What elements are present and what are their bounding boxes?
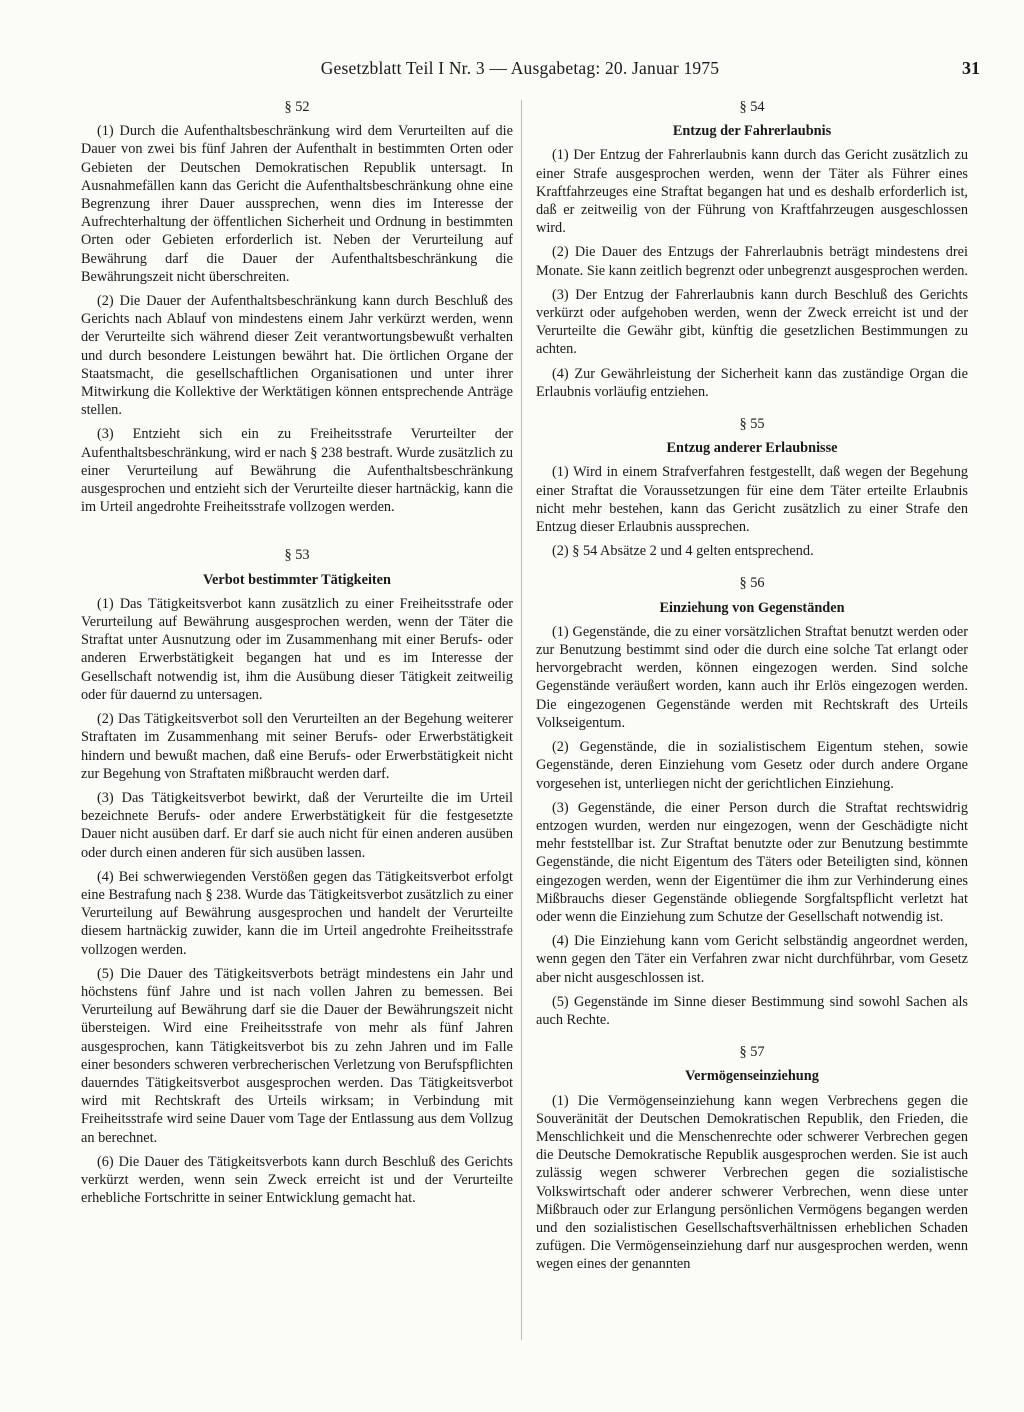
paragraph: (2) Die Dauer des Entzugs der Fahrerlaubnis beträgt mindestens drei Monate. Sie kann zeitlich begrenzt oder unbegrenzt ausgesprochen werden. (536, 244, 968, 279)
section-57 (536, 1043, 968, 1273)
section-title: Entzug der Fahrerlaubnis (672, 123, 832, 140)
column-divider (521, 100, 522, 1340)
section-54 (536, 98, 968, 401)
paragraph: (1) Gegenstände, die zu einer vorsätzlichen Straftat benutzt werden oder zur Benutzung bestimmt sind oder die durch eine solche Tat erlangt oder hervorgebracht werden, können eingezogen werden. Sind solche Gegenstände veräußert worden, kann auch ihr Erlös eingezogen werden. Die eingezogenen Gegenstände werden mit Rechtskraft des Urteils Volkseigentum. (536, 623, 968, 731)
paragraph: (2) Gegenstände, die in sozialistischem Eigentum stehen, sowie Gegenstände, deren Einziehung vom Gesetz oder durch andere Organe vorgesehen ist, unterliegen nicht der gerichtlichen Einziehung. (536, 739, 968, 792)
paragraph: (3) Der Entzug der Fahrerlaubnis kann durch Beschluß des Gerichts verkürzt oder aufgehoben werden, wenn der Zweck erreicht ist und der Verurteilte die Gewähr gibt, künftig die gesetzlichen Bestimmungen zu achten. (536, 286, 968, 358)
paragraph: (3) Gegenstände, die einer Person durch die Straftat rechtswidrig entzogen wurden, werden nur eingezogen, wenn der Geschädigte nicht mehr feststellbar ist. Zur Straftat benutzte oder zur Benutzung bestimmte Gegenstände, die nicht Eigentum des Täters oder Beteiligten sind, können eingezogen werden, wenn der Eigentümer die ihm zur Verhinderung eines Mißbrauchs dieser Gegenstände obliegende Sorgfaltspflicht verletzt hat oder wenn die Einziehung zum Schutze der Gesellschaft notwendig ist. (536, 799, 968, 925)
page-number: 31 (962, 58, 980, 78)
left-column (81, 98, 513, 1221)
section-number: § 55 (739, 416, 765, 433)
paragraph: (2) § 54 Absätze 2 und 4 gelten entsprechend. (552, 543, 814, 560)
section-number: § 54 (739, 99, 765, 115)
section-52 (81, 98, 513, 516)
page-header (60, 58, 980, 84)
right-column (536, 98, 968, 1288)
paragraph: (1) Das Tätigkeitsverbot kann zusätzlich zu einer Freiheitsstrafe oder Verurteilung auf Bewährung ausgesprochen werden, wenn der Täter die Straftat unter Ausnutzung oder im Zusammenhang mit einer Berufs- oder anderen Erwerbstätigkeit begangen hat und es im Interesse der Gesellschaft notwendig ist, ihm die Ausübung dieser Tätigkeit zeitweilig oder für dauernd zu untersagen. (81, 595, 513, 703)
section-53 (81, 546, 513, 1207)
paragraph: (4) Bei schwerwiegenden Verstößen gegen das Tätigkeitsverbot erfolgt eine Bestrafung nach § 238. Wurde das Tätigkeitsverbot zusätzlich zu einer Verurteilung auf Bewährung ausgesprochen und handelt der Verurteilte diesem hartnäckig zuwider, kann die im Urteil angedrohte Freiheitsstrafe vollzogen werden. (81, 868, 513, 958)
paragraph: (1) Wird in einem Strafverfahren festgestellt, daß wegen der Begehung einer Straftat die Voraussetzungen für eine dem Täter erteilte Erlaubnis nicht mehr bestehen, kann das Gericht zusätzlich zu einer Strafe den Entzug dieser Erlaubnis aussprechen. (536, 464, 968, 536)
section-title: Einziehung von Gegenständen (659, 599, 845, 616)
paragraph: (4) Die Einziehung kann vom Gericht selbständig angeordnet werden, wenn gegen den Täter ein Verfahren zwar nicht durchführbar, vom Gesetz aber nicht ausgeschlossen ist. (536, 933, 968, 986)
section-number: § 52 (284, 99, 310, 115)
section-title: Vermögenseinziehung (685, 1068, 819, 1085)
gazette-header-title: Gesetzblatt Teil I Nr. 3 — Ausgabetag: 20. Januar 1975 (320, 58, 720, 78)
section-number: § 57 (739, 1044, 765, 1061)
paragraph: (4) Zur Gewährleistung der Sicherheit kann das zuständige Organ die Erlaubnis vorläufig entziehen. (536, 365, 968, 400)
paragraph: (1) Durch die Aufenthaltsbeschränkung wird dem Verurteilten auf die Dauer von zwei bis fünf Jahren der Aufenthalt in bestimmten Orten oder Gebieten der Deutschen Demokratischen Republik untersagt. In Ausnahmefällen kann das Gericht die Aufenthaltsbeschränkung ohne eine Begrenzung ihrer Dauer aussprechen, wenn dies im Interesse der Aufrechterhaltung der öffentlichen Sicherheit und Ordnung in bestimmten Orten oder Gebieten erforderlich ist. Neben der Verurteilung auf Bewährung darf die Dauer der Aufenthaltsbeschränkung die Bewährungszeit nicht überschreiten. (81, 123, 513, 285)
paragraph: (5) Die Dauer des Tätigkeitsverbots beträgt mindestens ein Jahr und höchstens fünf Jahre und ist nach vollen Jahren zu bemessen. Bei Verurteilung auf Bewährung darf sie die Dauer der Bewährungszeit nicht übersteigen. Wird eine Freiheitsstrafe von mehr als fünf Jahren ausgesprochen, kann Tätigkeitsverbot bis zu zehn Jahren und im Falle einer besonders schweren verbrecherischen Verletzung von Berufspflichten dauerndes Tätigkeitsverbot ausgesprochen werden. Das Tätigkeitsverbot wird mit Rechtskraft des Urteils wirksam; in Verbindung mit Freiheitsstrafe wird seine Dauer vom Tage der Entlassung aus dem Vollzug an berechnet. (81, 965, 513, 1146)
paragraph: (5) Gegenstände im Sinne dieser Bestimmung sind sowohl Sachen als auch Rechte. (536, 993, 968, 1028)
section-55 (536, 415, 968, 560)
paragraph: (3) Das Tätigkeitsverbot bewirkt, daß der Verurteilte die im Urteil bezeichnete Berufs- oder andere Erwerbstätigkeit für die festgesetzte Dauer nicht ausüben darf. Er darf sie auch nicht für einen anderen ausüben oder durch einen anderen für sich ausüben lassen. (81, 789, 513, 861)
paragraph: (6) Die Dauer des Tätigkeitsverbots kann durch Beschluß des Gerichts verkürzt werden, wenn sein Zweck erreicht ist und der Verurteilte erhebliche Fortschritte in seiner Entwicklung gemacht hat. (81, 1153, 513, 1207)
section-number: § 56 (739, 575, 765, 592)
paragraph: (1) Der Entzug der Fahrerlaubnis kann durch das Gericht zusätzlich zu einer Strafe ausgesprochen werden, wenn der Täter als Führer eines Kraftfahrzeuges eine Straftat begangen hat und es deshalb erforderlich ist, daß er zeitweilig von der Führung von Kraftfahrzeugen ausgeschlossen wird. (536, 147, 968, 237)
section-title: Verbot bestimmter Tätigkeiten (203, 571, 391, 588)
paragraph: (2) Das Tätigkeitsverbot soll den Verurteilten an der Begehung weiterer Straftaten im Zusammenhang mit seiner Berufs- oder Erwerbstätigkeit hindern und bewußt machen, daß eine Berufs- oder Erwerbstätigkeit nicht zur Begehung von Straftaten mißbraucht werden darf. (81, 711, 513, 782)
section-number: § 53 (284, 547, 310, 564)
paragraph: (3) Entzieht sich ein zu Freiheitsstrafe Verurteilter der Aufenthaltsbeschränkung, wird er nach § 238 bestraft. Wurde zusätzlich zu einer Verurteilung auf Bewährung die Aufenthaltsbeschränkung ausgesprochen und entzieht sich der Verurteilte dieser hartnäckig, kann die im Urteil angedrohte Freiheitsstrafe vollzogen werden. (81, 426, 513, 516)
section-56 (536, 574, 968, 1029)
paragraph: (2) Die Dauer der Aufenthaltsbeschränkung kann durch Beschluß des Gerichts nach Ablauf von mindestens einem Jahr verkürzt werden, wenn der Verurteilte sich während dieser Zeit verantwortungsbewußt verhalten und durch besondere Leistungen bewährt hat. Die örtlichen Organe der Staatsmacht, die gesellschaftlichen Organisationen und unter ihrer Mitwirkung die Kollektive der Werktätigen können entsprechende Anträge stellen. (81, 293, 513, 419)
section-title: Entzug anderer Erlaubnisse (666, 440, 838, 457)
paragraph: (1) Die Vermögenseinziehung kann wegen Verbrechens gegen die Souveränität der Deutschen Demokratischen Republik, den Frieden, die Menschlichkeit und die Menschenrechte oder schwerer Verbrechen gegen die Deutsche Demokratische Republik ausgesprochen werden. Sie ist auch zulässig wegen schwerer Verbrechen gegen die sozialistische Volkswirtschaft oder anderer schwerer Verbrechen, wenn diese unter Mißbrauch oder zur Erlangung persönlichen Vermögens begangen werden und den sozialistischen Gesellschaftsverhältnissen erheblichen Schaden zufügen. Die Vermögenseinziehung darf nur ausgesprochen werden, wenn wegen eines der genannten (536, 1092, 968, 1273)
